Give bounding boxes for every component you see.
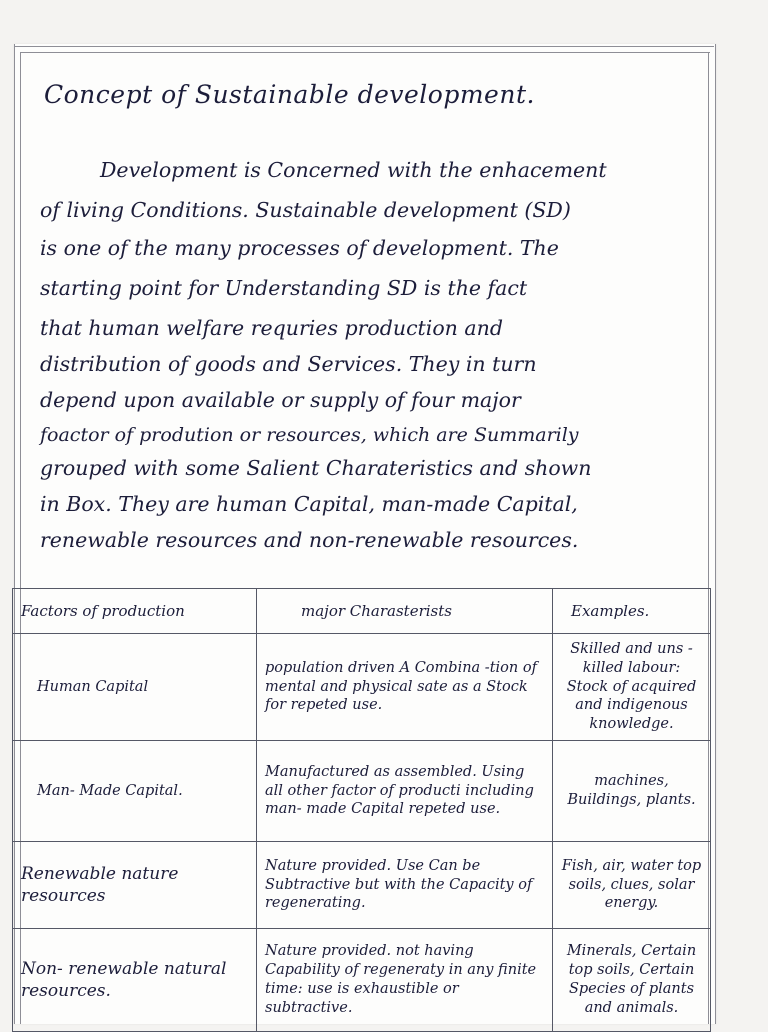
table-row: [13, 929, 711, 1032]
page-title: Concept of Sustainable development.: [44, 80, 535, 109]
characteristics-cell: population driven A Combina -tion of mental and physical sate as a Stock for repeted use.: [257, 634, 553, 741]
paragraph-line: foactor of prodution or resources, which are Summarily: [40, 424, 579, 446]
paragraph-line: starting point for Understanding SD is the fact: [40, 276, 528, 300]
factor-cell: Man- Made Capital.: [13, 741, 257, 842]
paragraph-line: that human welfare requries production and: [40, 316, 503, 340]
page-border-top: [14, 46, 714, 47]
paragraph-line: distribution of goods and Services. They in turn: [40, 352, 537, 376]
examples-cell: Fish, air, water top soils, clues, solar energy.: [553, 842, 711, 929]
examples-cell: machines, Buildings, plants.: [553, 741, 711, 842]
paragraph-line: in Box. They are human Capital, man-made Capital,: [40, 492, 578, 516]
characteristics-cell: Nature provided. Use Can be Subtractive but with the Capacity of regenerating.: [257, 842, 553, 929]
paragraph-line: of living Conditions. Sustainable development (SD): [40, 198, 571, 222]
header-examples: Examples.: [553, 589, 711, 634]
paragraph-line: is one of the many processes of development. The: [40, 236, 559, 260]
header-characteristics: major Charasterists: [257, 589, 553, 634]
characteristics-cell: Nature provided. not having Capability of regeneraty in any finite time: use is exhaustible or subtractive.: [257, 929, 553, 1032]
table-row: [13, 634, 711, 741]
factor-cell: Renewable nature resources: [13, 842, 257, 929]
paragraph-line: Development is Concerned with the enhacement: [100, 158, 607, 182]
paragraph-line: depend upon available or supply of four major: [40, 388, 521, 412]
paragraph-line: renewable resources and non-renewable resources.: [40, 528, 579, 552]
table-row: [13, 842, 711, 929]
paragraph-line: grouped with some Salient Charateristics and shown: [40, 456, 592, 480]
factor-cell: Human Capital: [13, 634, 257, 741]
table-row: [13, 741, 711, 842]
characteristics-cell: Manufactured as assembled. Using all other factor of producti including man- made Capital repeted use.: [257, 741, 553, 842]
factors-of-production-table: [12, 588, 711, 1032]
examples-cell: Skilled and uns -killed labour: Stock of acquired and indigenous knowledge.: [553, 634, 711, 741]
examples-cell: Minerals, Certain top soils, Certain Species of plants and animals.: [553, 929, 711, 1032]
page-border-inner-top: [20, 52, 710, 53]
table-header-row: [13, 589, 711, 634]
factor-cell: Non- renewable natural resources.: [13, 929, 257, 1032]
header-factors: Factors of production: [13, 589, 257, 634]
